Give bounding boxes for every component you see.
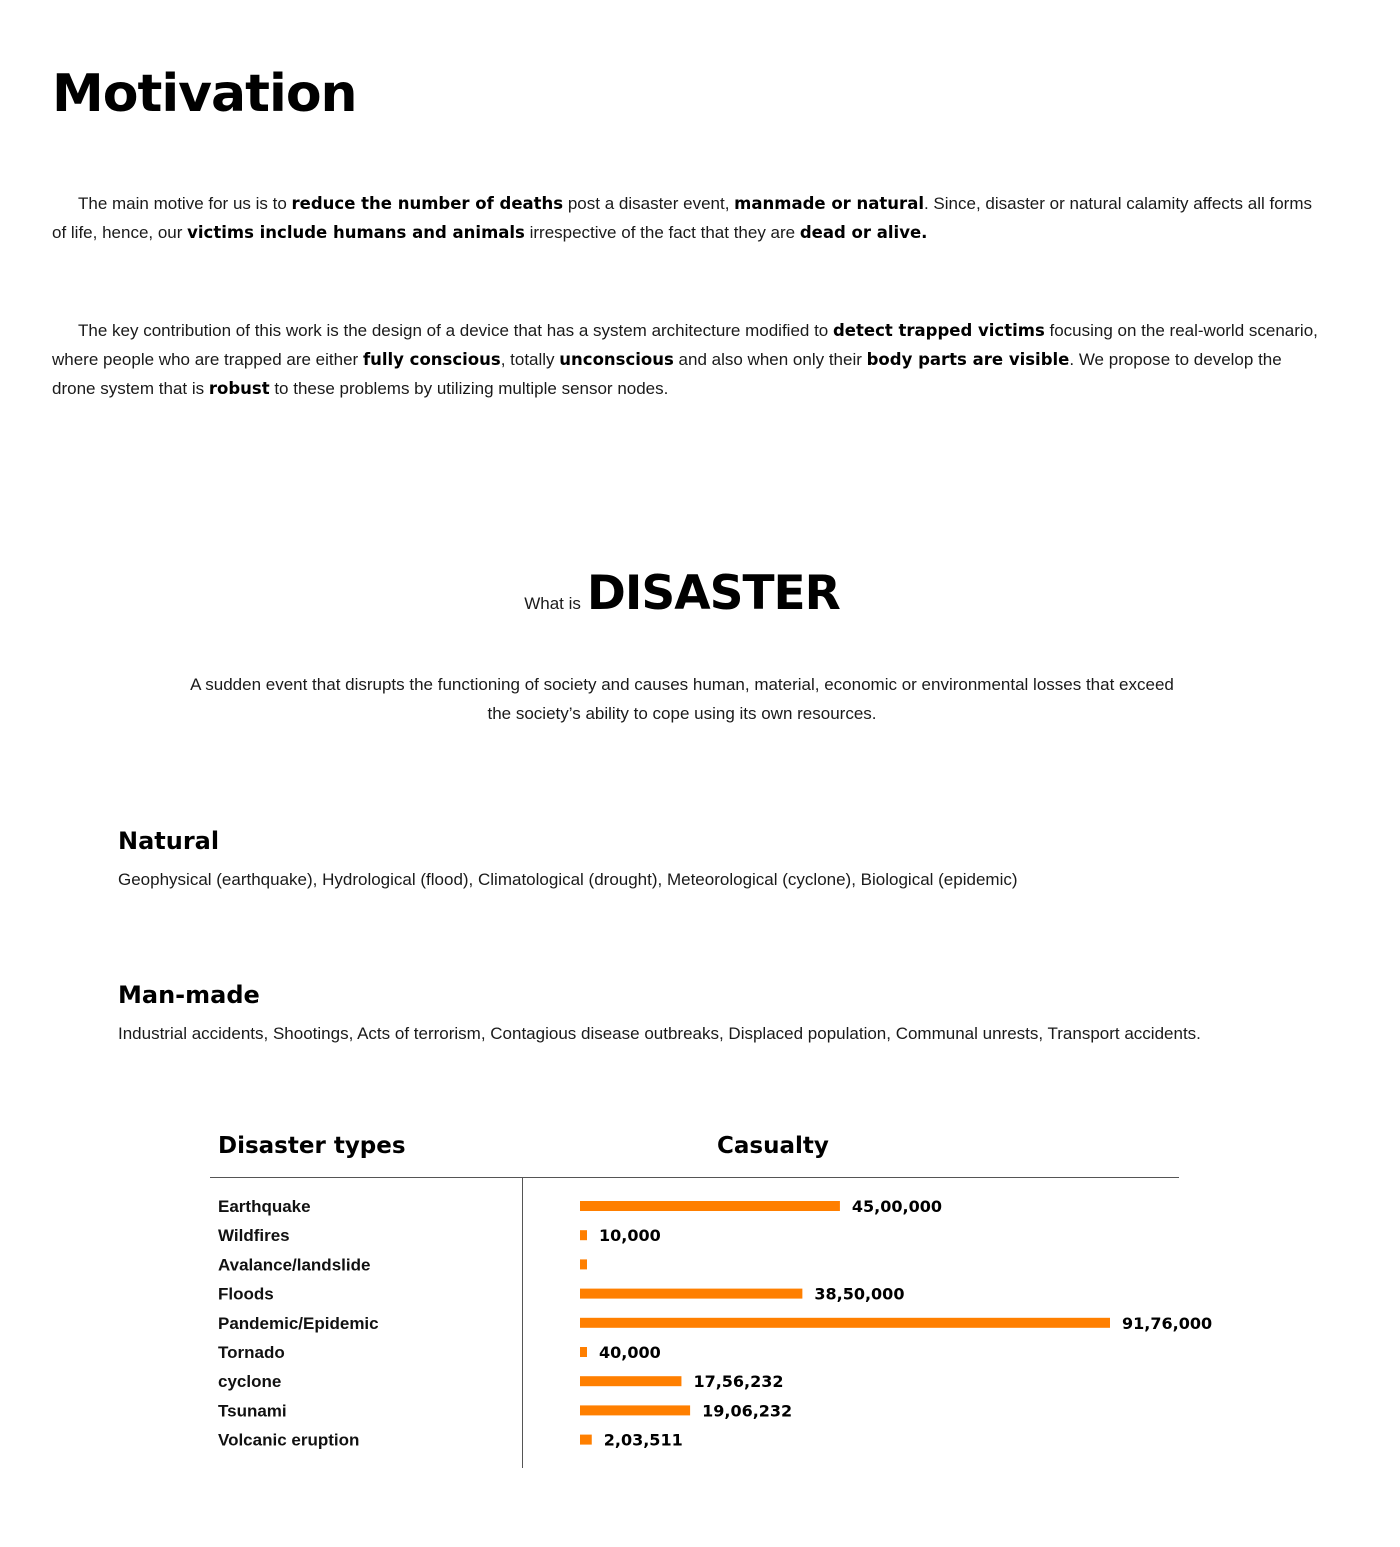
body-text: and also when only their xyxy=(673,350,867,369)
casualty-value-label: 40,000 xyxy=(599,1343,661,1362)
body-text: irrespective of the fact that they are xyxy=(524,223,800,242)
casualty-bar xyxy=(580,1435,592,1445)
page-title: Motivation xyxy=(52,64,357,124)
casualty-bar xyxy=(580,1347,587,1357)
natural-category-description: Geophysical (earthquake), Hydrological (flood), Climatological (drought), Meteorological (cyclone), Biological (epidemic) xyxy=(118,870,1018,889)
body-text: to these problems by utilizing multiple sensor nodes. xyxy=(269,379,669,398)
category-label: Wildfires xyxy=(218,1226,290,1246)
casualty-bar xyxy=(580,1318,1110,1328)
category-label: Avalance/landslide xyxy=(218,1255,371,1275)
emphasis-text: reduce the number of deaths xyxy=(291,194,564,213)
disaster-definition: A sudden event that disrupts the functioning of society and causes human, material, economic or environmental losses that exceed the society’s ability to cope using its own resources. xyxy=(190,675,1174,723)
emphasis-text: manmade or natural xyxy=(734,194,924,213)
casualty-bar xyxy=(580,1201,840,1211)
category-label: Earthquake xyxy=(218,1197,311,1216)
category-label: Volcanic eruption xyxy=(218,1430,360,1450)
casualty-bar xyxy=(580,1259,587,1269)
category-label: Floods xyxy=(218,1284,274,1304)
chart-value-header: Casualty xyxy=(717,1133,829,1159)
emphasis-text: dead or alive. xyxy=(799,223,928,242)
natural-category-title: Natural xyxy=(118,827,220,855)
manmade-category-description: Industrial accidents, Shootings, Acts of terrorism, Contagious disease outbreaks, Displaced population, Communal unrests, Transport accidents. xyxy=(118,1024,1201,1043)
casualty-bar xyxy=(580,1289,802,1299)
emphasis-text: victims include humans and animals xyxy=(187,223,525,242)
emphasis-text: fully conscious xyxy=(362,350,501,369)
body-text: The key contribution of this work is the design of a device that has a system architecture modified to xyxy=(78,321,833,340)
chart-rows xyxy=(218,1197,1212,1450)
category-label: cyclone xyxy=(218,1372,282,1392)
body-text: post a disaster event, xyxy=(563,194,735,213)
casualty-value-label: 45,00,000 xyxy=(851,1197,943,1216)
category-label: Tsunami xyxy=(218,1401,287,1421)
category-label: Tornado xyxy=(218,1343,285,1362)
disaster-heading-word: DISASTER xyxy=(586,566,840,621)
emphasis-text: robust xyxy=(208,379,270,398)
casualty-value-label: 38,50,000 xyxy=(814,1284,905,1304)
manmade-category-title: Man-made xyxy=(118,981,260,1009)
casualty-value-label: 19,06,232 xyxy=(702,1401,793,1421)
casualty-value-label: 10,000 xyxy=(599,1226,661,1246)
casualty-value-label: 2,03,511 xyxy=(603,1430,683,1450)
casualty-bar xyxy=(580,1376,681,1386)
body-text: The main motive for us is to xyxy=(78,194,292,213)
disaster-heading-prefix: What is xyxy=(524,594,581,613)
body-text: . Since, disaster or natural calamity affects all forms of life, hence, our xyxy=(52,194,1312,242)
casualty-bar xyxy=(580,1405,690,1415)
body-text: focusing on the real-world scenario, where people who are trapped are either xyxy=(52,321,1318,369)
chart-category-header: Disaster types xyxy=(218,1133,406,1159)
body-text: . We propose to develop the drone system that is xyxy=(52,350,1282,398)
emphasis-text: detect trapped victims xyxy=(833,321,1045,340)
body-text: , totally xyxy=(500,350,560,369)
casualty-bar xyxy=(580,1230,587,1240)
category-label: Pandemic/Epidemic xyxy=(218,1313,379,1333)
casualty-value-label: 17,56,232 xyxy=(693,1372,784,1392)
emphasis-text: body parts are visible xyxy=(866,350,1070,369)
emphasis-text: unconscious xyxy=(559,350,674,369)
casualty-value-label: 91,76,000 xyxy=(1122,1313,1213,1333)
